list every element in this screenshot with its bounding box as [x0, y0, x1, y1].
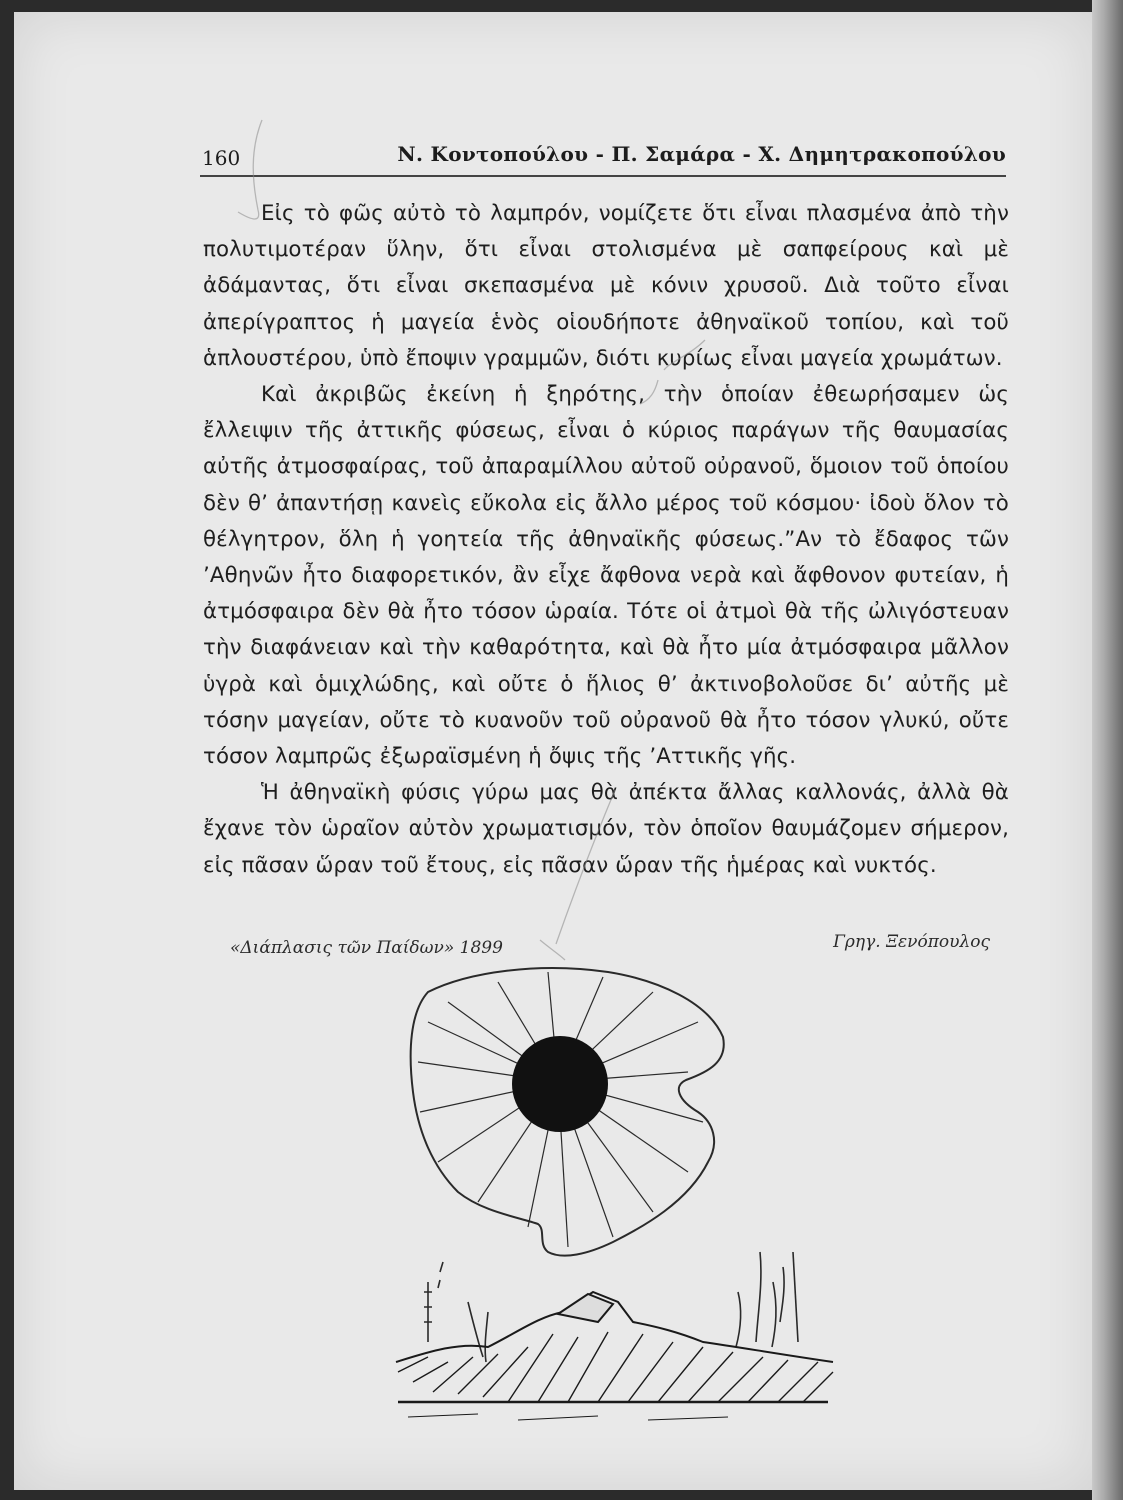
attribution — [200, 932, 1006, 962]
page-edge — [1092, 0, 1123, 1500]
running-head: Ν. Κοντοπούλου - Π. Σαμάρα - Χ. Δημητρακοπούλου — [397, 142, 1006, 166]
sun-landscape-illustration — [388, 962, 838, 1432]
page-header — [200, 140, 1006, 174]
paragraph-3: Ἡ ἀθηναϊκὴ φύσις γύρω μας θὰ ἀπέκτα ἄλλας καλλονάς, ἀλλὰ θὰ ἔχανε τὸν ὡραῖον αὐτὸν χρωματισμόν, τὸν ὁποῖον θαυμάζομεν σήμερον, εἰς πᾶσαν ὥραν τοῦ ἔτους, εἰς πᾶσαν ὥραν τῆς ἡμέρας καὶ νυκτός. — [203, 780, 1009, 878]
header-rule — [200, 175, 1006, 177]
body-text — [203, 196, 1009, 884]
sun-core — [512, 1036, 608, 1132]
page-number: 160 — [202, 146, 241, 170]
paragraph-2: Καὶ ἀκριβῶς ἐκείνη ἡ ξηρότης, τὴν ὁποίαν ἐθεωρήσαμεν ὡς ἔλλειψιν τῆς ἀττικῆς φύσεως, εἶναι ὁ κύριος παράγων τῆς θαυμασίας αὐτῆς ἀτμοσφαίρας, τοῦ ἀπαραμίλλου αὐτοῦ οὐρανοῦ, ὅμοιον τοῦ ὁποίου δὲν θ’ ἀπαντήσῃ κανεὶς εὔκολα εἰς ἄλλο μέρος τοῦ κόσμου· ἰδοὺ ὅλον τὸ θέλγητρον, ὅλη ἡ γοητεία τῆς ἀθηναϊκῆς φύσεως.”Αν τὸ ἔδαφος τῶν ’Αθηνῶν ἦτο διαφορετικόν, ἂν εἶχε ἄφθονα νερὰ καὶ ἄφθονον φυτείαν, ἡ ἀτμόσφαιρα δὲν θὰ ἦτο τόσον ὡραία. Τότε οἱ ἀτμοὶ θὰ τῆς ὠλιγόστευαν τὴν διαφάνειαν καὶ τὴν καθαρότητα, καὶ θὰ ἦτο μία ἀτμόσφαιρα μᾶλλον ὑγρὰ καὶ ὁμιχλώδης, καὶ οὔτε ὁ ἥλιος θ’ ἀκτινοβολοῦσε δι’ αὐτῆς μὲ τόσην μαγείαν, οὔτε τὸ κυανοῦν τοῦ οὐρανοῦ θὰ ἦτο τόσον γλυκύ, οὔτε τόσον λαμπρῶς ἐξωραϊσμένη ἡ ὄψις τῆς ’Αττικῆς γῆς. — [203, 382, 1009, 770]
source-citation: «Διάπλασις τῶν Παίδων» 1899 — [230, 938, 503, 958]
author-name: Γρηγ. Ξενόπουλος — [833, 932, 990, 952]
paragraph-1: Εἰς τὸ φῶς αὐτὸ τὸ λαμπρόν, νομίζετε ὅτι εἶναι πλασμένα ἀπὸ τὴν πολυτιμοτέραν ὕλην, ὅτι εἶναι στολισμένα μὲ σαπφείρους καὶ μὲ ἀδάμαντας, ὅτι εἶναι σκεπασμένα μὲ κόνιν χρυσοῦ. Διὰ τοῦτο εἶναι ἀπερίγραπτος ἡ μαγεία ἑνὸς οἱουδήποτε ἀθηναϊκοῦ τοπίου, καὶ τοῦ ἁπλουστέρου, ὑπὸ ἔποψιν γραμμῶν, διότι κυρίως εἶναι μαγεία χρωμάτων. — [203, 201, 1009, 371]
rocky-hill — [396, 1292, 833, 1362]
